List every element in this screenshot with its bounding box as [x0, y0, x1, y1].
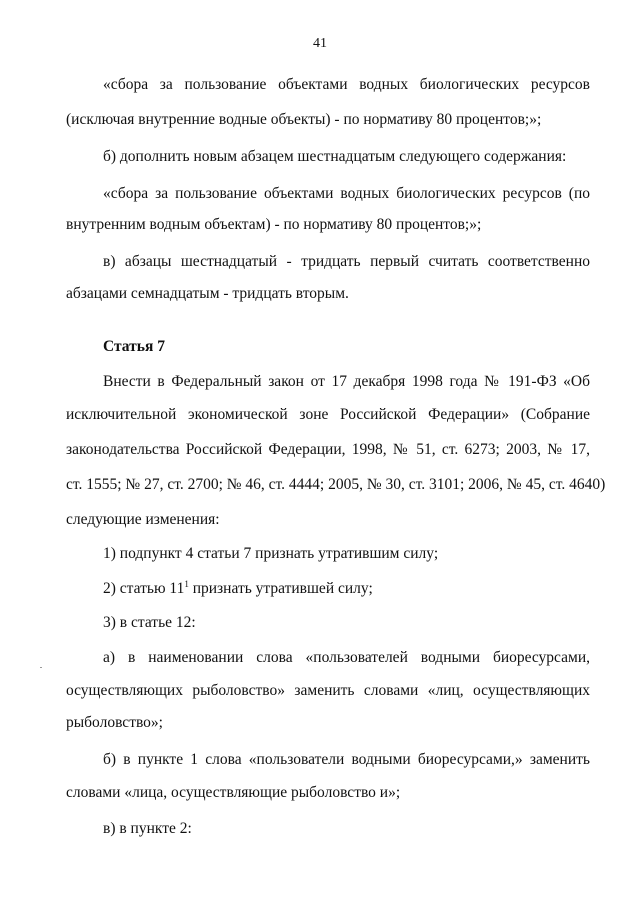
paragraph-line: ст. 1555; № 27, ст. 2700; № 46, ст. 4444; 2005, № 30, ст. 3101; 2006, № 45, ст. 4640)	[66, 476, 606, 493]
margin-mark	[40, 667, 42, 668]
list-item: 3) в статье 12:	[103, 614, 196, 631]
paragraph-line: в) абзацы шестнадцатый - тридцать первый считать соответственно	[103, 253, 590, 270]
paragraph-line: осуществляющих рыболовство» заменить словами «лиц, осуществляющих	[66, 682, 590, 699]
paragraph-line: б) дополнить новым абзацем шестнадцатым следующего содержания:	[103, 148, 567, 165]
list-item: в) в пункте 2:	[103, 820, 192, 837]
paragraph-line: следующие изменения:	[66, 511, 220, 528]
article-heading: Статья 7	[103, 338, 165, 355]
paragraph-line: а) в наименовании слова «пользователей водными биоресурсами,	[103, 649, 590, 666]
list-item-text: 2) статью 11	[103, 580, 185, 597]
page-number: 41	[313, 36, 327, 51]
list-item-text-cont: признать утратившей силу;	[188, 580, 373, 597]
paragraph-line: «сбора за пользование объектами водных биологических ресурсов (по	[103, 185, 590, 202]
paragraph-line: абзацами семнадцатым - тридцать вторым.	[66, 285, 349, 302]
paragraph-line: (исключая внутренние водные объекты) - по нормативу 80 процентов;»;	[66, 111, 542, 128]
paragraph-line: б) в пункте 1 слова «пользователи водными биоресурсами,» заменить	[103, 751, 590, 768]
paragraph-line: словами «лица, осуществляющие рыболовство и»;	[66, 784, 401, 801]
paragraph-line: рыболовство»;	[66, 714, 163, 731]
paragraph-line: законодательства Российской Федерации, 1998, № 51, ст. 6273; 2003, № 17,	[66, 441, 590, 458]
list-item: 1) подпункт 4 статьи 7 признать утратившим силу;	[103, 545, 439, 562]
superscript: 1	[184, 579, 189, 589]
paragraph-line: «сбора за пользование объектами водных биологических ресурсов	[103, 76, 590, 93]
paragraph-line: внутренним водным объектам) - по нормативу 80 процентов;»;	[66, 216, 482, 233]
paragraph-line: Внести в Федеральный закон от 17 декабря 1998 года № 191-ФЗ «Об	[103, 373, 590, 390]
list-item	[103, 579, 373, 599]
paragraph-line: исключительной экономической зоне Российской Федерации» (Собрание	[66, 406, 590, 423]
